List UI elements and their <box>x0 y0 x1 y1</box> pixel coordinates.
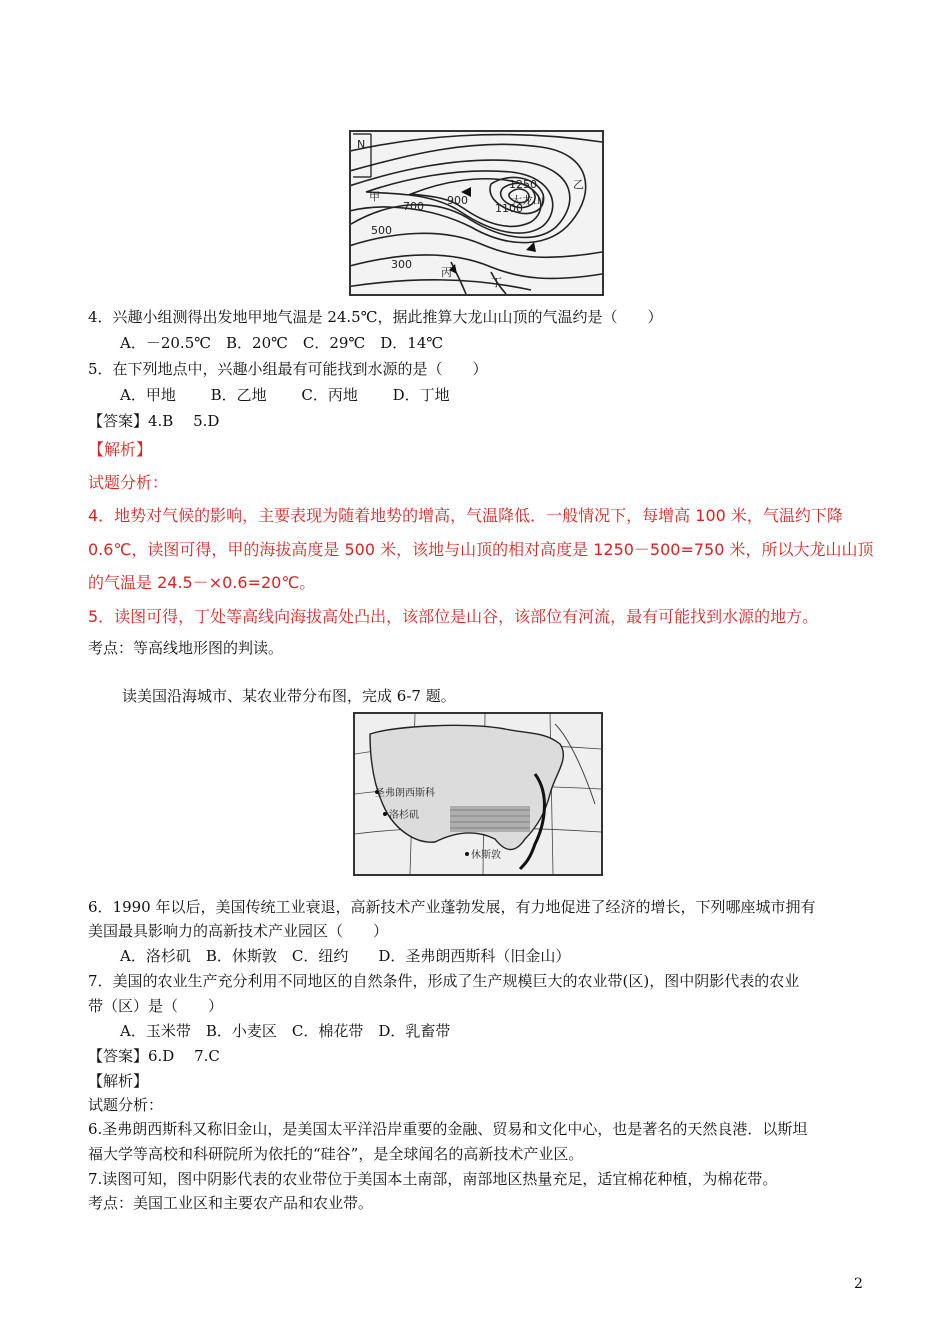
analysis-subheading-2: 试题分析： <box>88 1096 164 1114</box>
label-yi: 乙 <box>573 178 584 191</box>
peak-elevation-label: 1250 <box>509 178 537 191</box>
contour-700-label: 700 <box>403 200 424 213</box>
contour-900-label: 900 <box>447 194 468 207</box>
contour-500-label: 500 <box>371 224 392 237</box>
city-ho-label: 休斯敦 <box>471 850 501 861</box>
contour-map-drawing <box>351 132 602 294</box>
question-7-options: A．玉米带 B．小麦区 C．棉花带 D．乳畜带 <box>120 1022 451 1040</box>
contour-1100-label: 1100 <box>495 202 523 215</box>
page-number: 2 <box>854 1276 863 1292</box>
analysis-4-line-3: 的气温是 24.5－×0.6=20℃。 <box>88 573 316 592</box>
north-label: N <box>357 138 366 151</box>
question-4-stem: 4．兴趣小组测得出发地甲地气温是 24.5℃，据此推算大龙山山顶的气温约是（ ） <box>88 308 663 326</box>
question-4-options: A．－20.5℃ B．20℃ C．29℃ D．14℃ <box>120 334 444 352</box>
question-6-stem-line-2: 美国最具影响力的高新技术产业园区（ ） <box>88 922 389 940</box>
contour-map-figure <box>349 130 604 296</box>
question-5-options: A．甲地 B．乙地 C．丙地 D．丁地 <box>120 386 450 404</box>
analysis-4-line-1: 4．地势对气候的影响，主要表现为随着地势的增高，气温降低．一般情况下，每增高 100 米，气温约下降 <box>88 506 843 525</box>
analysis-heading-2: 【解析】 <box>88 1072 149 1090</box>
answer-6-7: 【答案】6.D 7.C <box>88 1047 220 1065</box>
city-sf-label: 圣弗朗西斯科 <box>375 788 435 799</box>
us-map-figure <box>353 712 603 876</box>
analysis-4-line-2: 0.6℃，读图可得，甲的海拔高度是 500 米，该地与山顶的相对高度是 1250－500=750 米，所以大龙山山顶 <box>88 540 874 559</box>
question-6-options: A．洛杉矶 B．休斯敦 C．纽约 D．圣弗朗西斯科（旧金山） <box>120 947 571 965</box>
question-5-stem: 5．在下列地点中，兴趣小组最有可能找到水源的是（ ） <box>88 360 488 378</box>
analysis-6-line-1: 6.圣弗朗西斯科又称旧金山，是美国太平洋沿岸重要的金融、贸易和文化中心，也是著名的天然良港．以斯坦 <box>88 1120 808 1138</box>
label-bing: 丙 <box>441 266 452 279</box>
kaodian-1: 考点：等高线地形图的判读。 <box>88 639 284 657</box>
label-ding: 丁 <box>491 276 502 289</box>
contour-300-label: 300 <box>391 258 412 271</box>
analysis-6-line-2: 福大学等高校和科研院所为依托的“硅谷”，是全球闻名的高新技术产业区。 <box>88 1145 584 1163</box>
analysis-5: 5．读图可得，丁处等高线向海拔高处凸出，该部位是山谷，该部位有河流，最有可能找到水源的地方。 <box>88 607 819 626</box>
analysis-heading-1: 【解析】 <box>88 440 153 459</box>
question-7-stem-line-2: 带（区）是（ ） <box>88 997 224 1015</box>
peak-name-label: 大龙山 <box>511 194 544 207</box>
analysis-subheading-1: 试题分析： <box>88 473 169 492</box>
answer-4-5: 【答案】4.B 5.D <box>88 412 220 430</box>
intro-questions-6-7: 读美国沿海城市、某农业带分布图，完成 6-7 题。 <box>122 687 456 705</box>
city-la-label: 洛杉矶 <box>389 810 419 821</box>
label-jia: 甲 <box>369 190 380 203</box>
kaodian-2: 考点：美国工业区和主要农产品和农业带。 <box>88 1194 374 1212</box>
analysis-7: 7.读图可知，图中阴影代表的农业带位于美国本土南部，南部地区热量充足，适宜棉花种植，为棉花带。 <box>88 1170 778 1188</box>
question-6-stem-line-1: 6．1990 年以后，美国传统工业衰退，高新技术产业蓬勃发展，有力地促进了经济的增长，下列哪座城市拥有 <box>88 898 816 916</box>
question-7-stem-line-1: 7．美国的农业生产充分利用不同地区的自然条件，形成了生产规模巨大的农业带(区)，图中阴影代表的农业 <box>88 972 800 990</box>
